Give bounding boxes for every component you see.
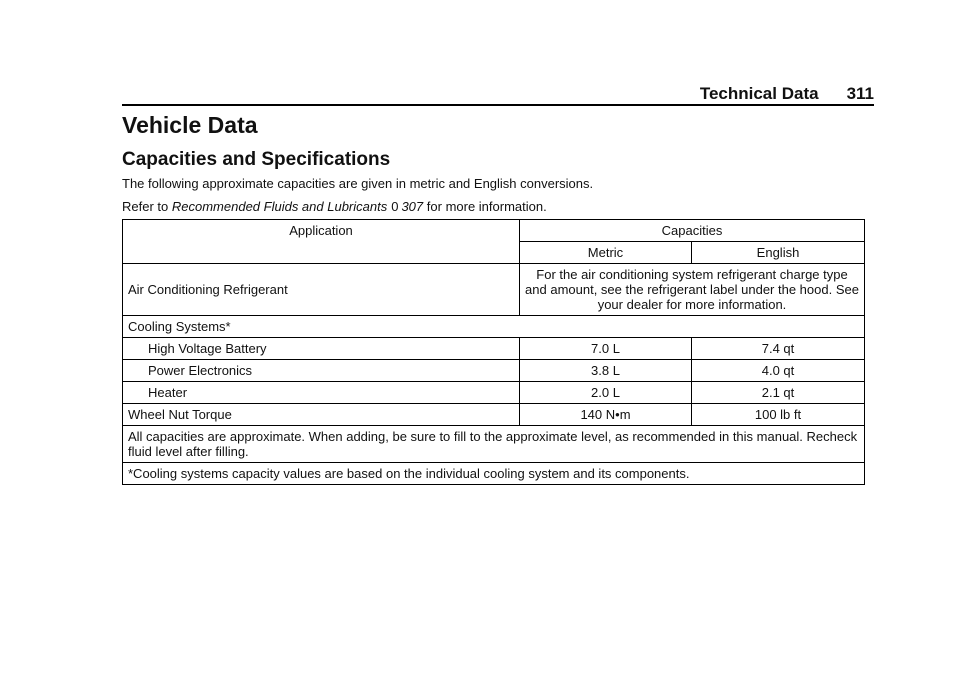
- row-metric: 7.0 L: [520, 338, 692, 360]
- row-application: Power Electronics: [123, 360, 520, 382]
- page-title: Vehicle Data: [122, 112, 258, 138]
- refer-prefix: Refer to: [122, 199, 169, 214]
- row-application: Heater: [123, 382, 520, 404]
- capacities-table: [122, 219, 865, 485]
- table-row: [123, 404, 865, 426]
- header-capacities: Capacities: [520, 220, 865, 242]
- row-english: 4.0 qt: [692, 360, 865, 382]
- torque-metric: 140 N•m: [520, 404, 692, 426]
- section-title: Technical Data: [699, 84, 819, 103]
- page-ref-arrow-icon: 0: [391, 199, 399, 214]
- page-header: [122, 84, 874, 102]
- row-metric: 2.0 L: [520, 382, 692, 404]
- reference-link[interactable]: Recommended Fluids and Lubricants: [171, 199, 388, 214]
- torque-english: 100 lb ft: [692, 404, 865, 426]
- footnote-cooling: *Cooling systems capacity values are based on the individual cooling system and its components.: [123, 463, 865, 485]
- row-metric: 3.8 L: [520, 360, 692, 382]
- refer-suffix: for more information.: [426, 199, 547, 214]
- header-english: English: [692, 242, 865, 264]
- table-row: [123, 360, 865, 382]
- row-english: 2.1 qt: [692, 382, 865, 404]
- table-row: [123, 338, 865, 360]
- ac-label: Air Conditioning Refrigerant: [123, 264, 520, 316]
- cooling-systems-label: Cooling Systems*: [123, 316, 865, 338]
- page-number: 311: [846, 84, 874, 103]
- intro-text: The following approximate capacities are given in metric and English conversions.: [122, 176, 594, 191]
- header-application: Application: [123, 220, 520, 264]
- refer-text: [122, 199, 547, 214]
- torque-label: Wheel Nut Torque: [123, 404, 520, 426]
- row-application: High Voltage Battery: [123, 338, 520, 360]
- footnote-approximate: All capacities are approximate. When adding, be sure to fill to the approximate level, as recommended in this manual. Recheck fluid level after filling.: [123, 426, 865, 463]
- header-divider: [122, 104, 874, 106]
- row-english: 7.4 qt: [692, 338, 865, 360]
- header-metric: Metric: [520, 242, 692, 264]
- ac-note: For the air conditioning system refrigerant charge type and amount, see the refrigerant label under the hood. See your dealer for more information.: [520, 264, 865, 316]
- table-row: [123, 382, 865, 404]
- reference-page[interactable]: 307: [401, 199, 424, 214]
- section-heading: Capacities and Specifications: [122, 149, 391, 170]
